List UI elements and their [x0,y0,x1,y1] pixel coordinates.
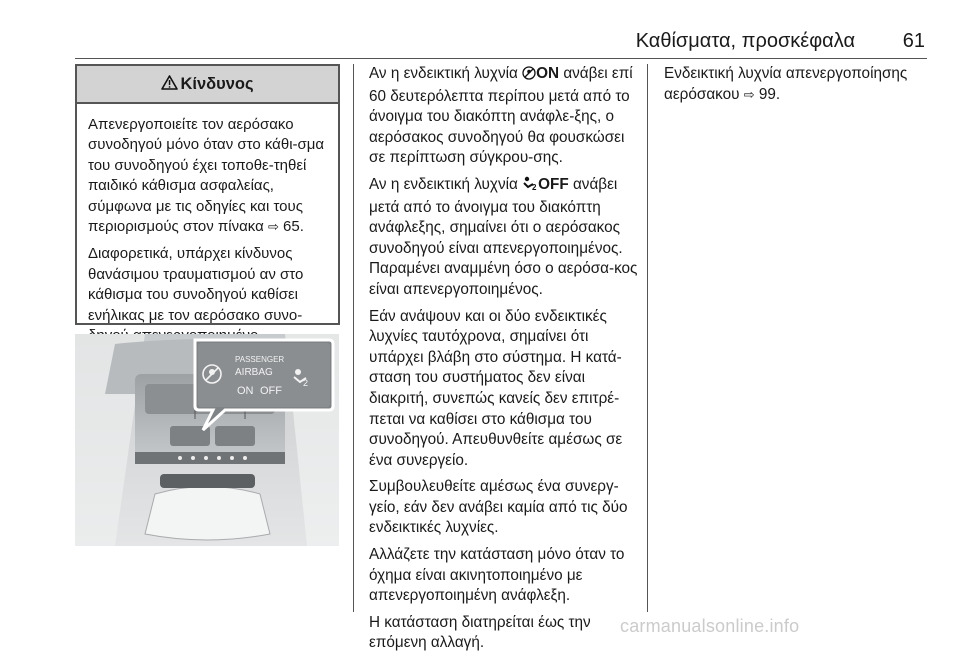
page-number: 61 [902,30,925,52]
airbag-indicator-photo [75,334,339,546]
watermark-text: carmanualsonline.info [620,616,800,636]
page-header [75,30,927,60]
panel-label-passenger: PASSENGER [235,355,285,364]
svg-text:2: 2 [303,378,309,388]
danger-body [77,104,338,346]
middle-paragraph-1: Αν η ενδεικτική λυχνία ON ανάβει επί 60 δευτερόλεπτα περίπου μετά από το άνοιγμα του διακόπτη ανάφλε-ξης, ο αερόσακος συνοδηγού θα φουσκώσει σε περίπτωση σύγκρου-σης. [369,65,633,167]
right-paragraph-1: Ενδεικτική λυχνία απενεργοποίησης αερόσακου ⇨ 99. [664,65,908,103]
middle-column [369,64,639,660]
page-reference-icon: ⇨ [743,86,755,102]
off-label: OFF [538,175,569,193]
right-column [664,64,929,111]
column-divider-left [353,64,354,612]
middle-paragraph-5: Αλλάζετε την κατάσταση μόνο όταν το όχημα είναι ακινητοποιημένο με απενεργοποιημένη ανάφλεξη. [369,546,625,605]
middle-paragraph-6: Η κατάσταση διατηρείται έως την επόμενη αλλαγή. [369,613,591,652]
danger-paragraph-2: Διαφορετικά, υπάρχει κίνδυνος θανάσιμου τραυματισμού αν στο κάθισμα του συνοδηγού καθίσει ενήλικας με τον αερόσακο συνο- [88,245,304,324]
danger-paragraph-1: Απενεργοποιείτε τον αερόσακο συνοδηγού μόνο όταν στο κάθι-σμα του συνοδηγού έχει τοποθε-τηθεί παιδικό κάθισμα ασφαλείας, σύμφωνα με τις οδηγίες και τους περιορισμούς στον πίνακα ⇨ 65. [88,116,325,236]
middle-paragraph-4: Συμβουλευθείτε αμέσως ένα συνεργ-γείο, εάν δεν ανάβει καμία από τις δύο ενδεικτικές λυχνίες. [369,478,628,537]
middle-paragraph-3: Εάν ανάψουν και οι δύο ενδεικτικές λυχνίες ταυτόχρονα, σημαίνει ότι υπάρχει βλάβη στο σύστημα. Η κατά-σταση του συστήματος δεν είναι διακριτή, συνεπώς κανείς δεν επιτρέ-πεται να καθίσει στο κάθισμα του συνοδηγού. Απευθυνθείτε αμέσως σε ένα συνεργείο. [369,307,623,469]
panel-label-off: OFF [260,385,282,397]
airbag-off-indicator-icon [522,176,538,198]
panel-label-airbag: AIRBAG [235,367,273,378]
on-label: ON [536,65,560,82]
warning-triangle-icon [161,67,178,103]
panel-label-on: ON [237,385,254,397]
page-reference-icon: ⇨ [267,219,279,235]
danger-box [75,64,340,325]
svg-text:2: 2 [532,182,537,192]
airbag-on-indicator-icon [522,66,536,87]
middle-paragraph-2: Αν η ενδεικτική λυχνία 2 OFF ανάβει μετά από το άνοιγμα του διακόπτη ανάφλεξης, σημαίνει ότι ο αερόσακος συνοδηγού είναι απενεργοποιημένος. Παραμένει αναμμένη όσο ο αερόσα-κος είναι απενεργοποιημένος. [369,175,638,298]
header-rule [75,58,927,59]
column-divider-right [647,64,648,612]
danger-heading [77,66,338,104]
danger-title: Κίνδυνος [180,75,254,93]
section-title: Καθίσματα, προσκέφαλα [635,30,855,52]
